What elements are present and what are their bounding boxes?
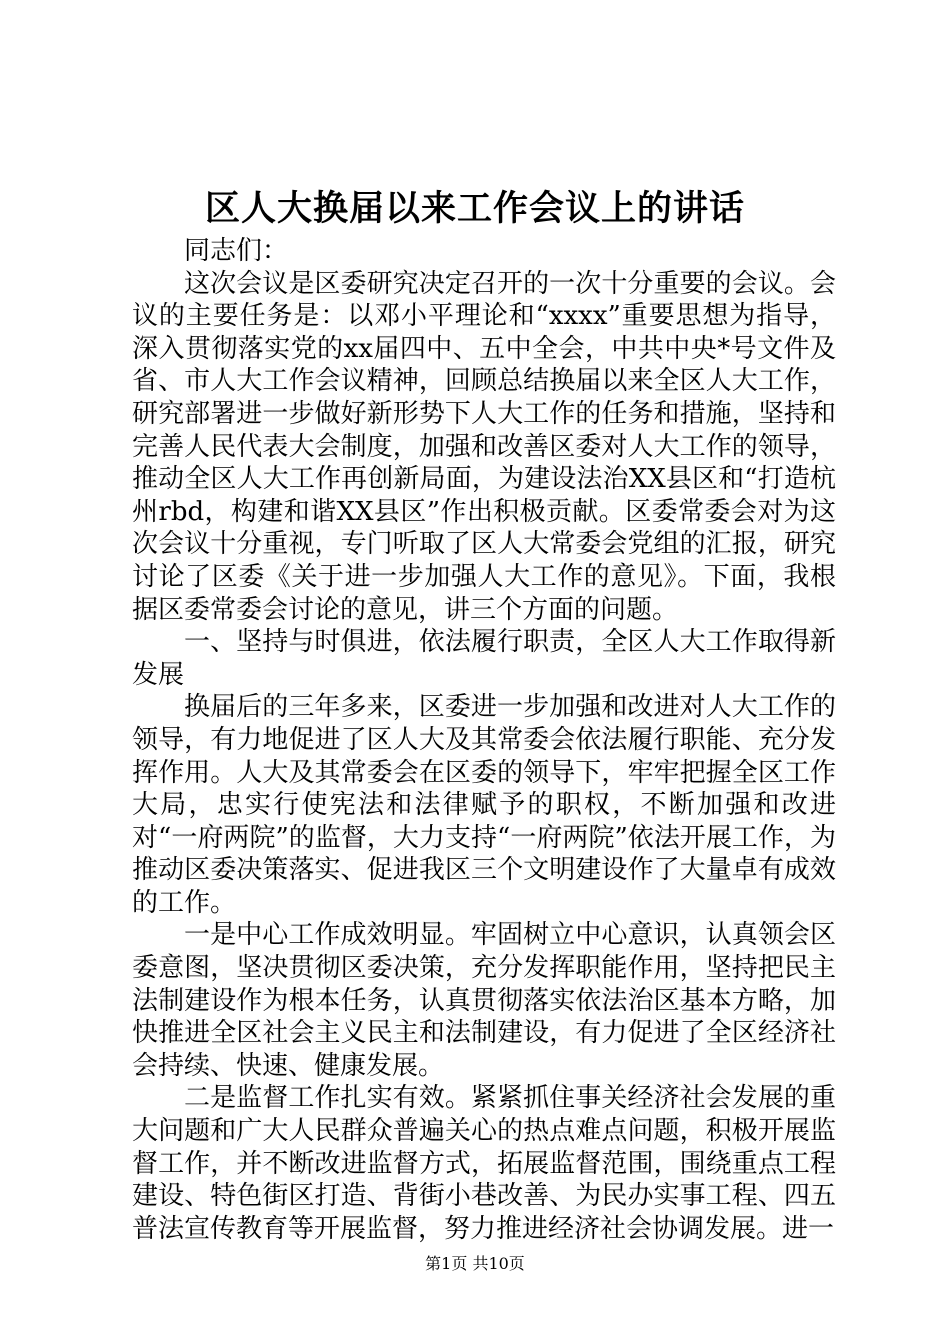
- intro-paragraph: 这次会议是区委研究决定召开的一次十分重要的会议。会议的主要任务是：以邓小平理论和“xxxx”重要思想为指导，深入贯彻落实党的xx届四中、五中全会，中共中央*号文件及省、市人大工作会议精神，回顾总结换届以来全区人大工作，研究部署进一步做好新形势下人大工作的任务和措施，坚持和完善人民代表大会制度，加强和改善区委对人大工作的领导，推动全区人大工作再创新局面，为建设法治XX县区和“打造杭州rbd，构建和谐XX县区”作出积极贡献。区委常委会对为这次会议十分重视，专门听取了区人大常委会党组的汇报，研究讨论了区委《关于进一步加强人大工作的意见》。下面，我根据区委常委会讨论的意见，讲三个方面的问题。: [132, 268, 836, 625]
- page-footer: 第1页 共10页: [425, 1254, 525, 1273]
- section-heading-1: 一、坚持与时俱进，依法履行职责，全区人大工作取得新发展: [132, 627, 836, 690]
- body-paragraph: 换届后的三年多来，区委进一步加强和改进对人大工作的领导，有力地促进了区人大及其常委会依法履行职能、充分发挥作用。人大及其常委会在区委的领导下，牢牢把握全区工作大局，忠实行使宪法和法律赋予的职权，不断加强和改进对“一府两院”的监督，大力支持“一府两院”依法开展工作，为推动区委决策落实、促进我区三个文明建设作了大量卓有成效的工作。: [132, 692, 836, 918]
- body-paragraph: 二是监督工作扎实有效。紧紧抓住事关经济社会发展的重大问题和广大人民群众普遍关心的热点难点问题，积极开展监督工作，并不断改进监督方式，拓展监督范围，围绕重点工程建设、特色街区打造、背街小巷改善、为民办实事工程、四五普法宣传教育等开展监督，努力推进经济社会协调发展。进一: [132, 1083, 836, 1244]
- salutation-paragraph: 同志们：: [184, 236, 289, 266]
- body-paragraph: 一是中心工作成效明显。牢固树立中心意识，认真领会区委意图，坚决贯彻区委决策，充分发挥职能作用，坚持把民主法制建设作为根本任务，认真贯彻落实依法治区基本方略，加快推进全区社会主义民主和法制建设，有力促进了全区经济社会持续、快速、健康发展。: [132, 920, 836, 1081]
- document-body: [132, 235, 836, 1245]
- document-title: 区人大换届以来工作会议上的讲话: [204, 188, 745, 229]
